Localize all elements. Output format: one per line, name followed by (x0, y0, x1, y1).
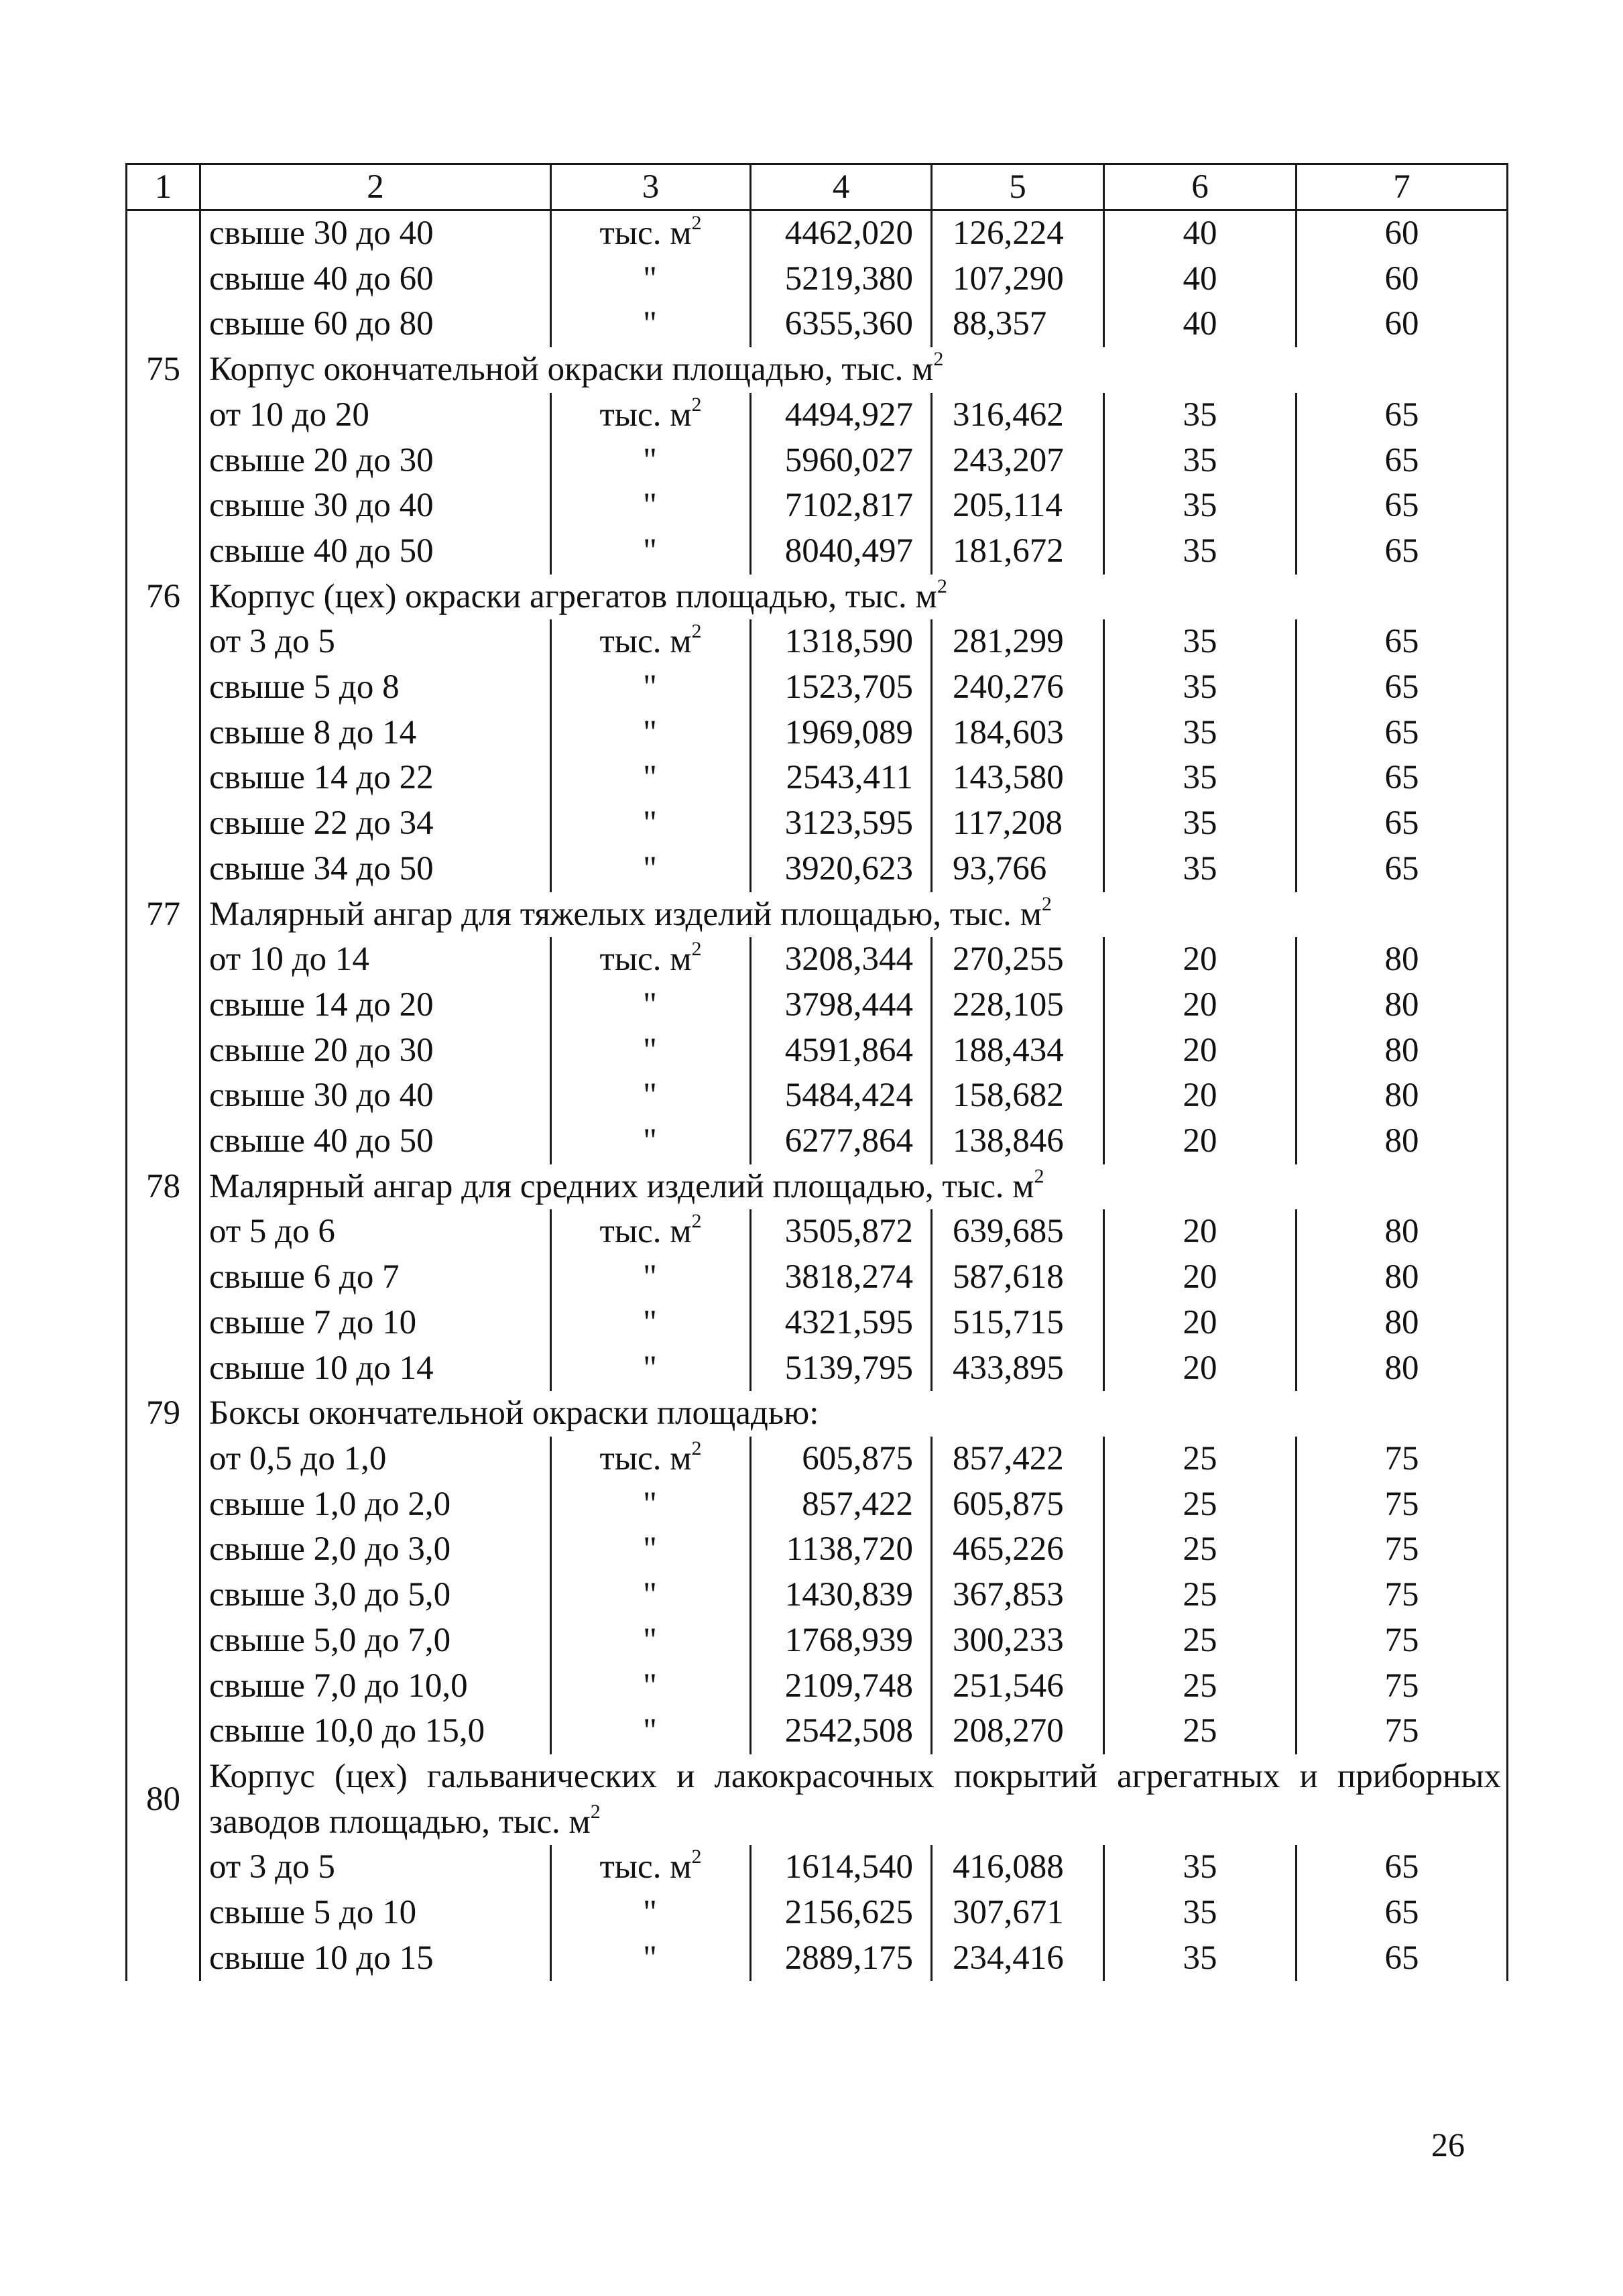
table-cell: 75 (1297, 1527, 1508, 1573)
table-cell: 75 (1297, 1437, 1508, 1482)
table-cell: тыс. $м^2$ (551, 393, 751, 438)
table-cell: свыше 5 до 10 (200, 1890, 551, 1936)
table-cell (127, 529, 200, 575)
table-cell (127, 1527, 200, 1573)
table-row (127, 1482, 1508, 1528)
table-cell (127, 847, 200, 892)
section-title: Боксы окончательной окраски площадью: (200, 1391, 1508, 1437)
table-cell: 75 (1297, 1618, 1508, 1664)
table-cell: 25 (1104, 1482, 1297, 1528)
table-cell: 8040,497 (751, 529, 932, 575)
table-cell: 234,416 (932, 1936, 1104, 1982)
table-cell: 60 (1297, 302, 1508, 347)
superscript: 2 (691, 393, 702, 416)
table-cell: 80 (1297, 937, 1508, 983)
table-cell: свыше 8 до 14 (200, 711, 551, 756)
table-row (127, 1119, 1508, 1164)
table-row (127, 1073, 1508, 1119)
table-cell: 6355,360 (751, 302, 932, 347)
table-row (127, 1845, 1508, 1890)
table-cell: 25 (1104, 1618, 1297, 1664)
table-row (127, 1936, 1508, 1982)
table-cell (127, 1890, 200, 1936)
table-cell (127, 1845, 200, 1890)
table-cell: 3123,595 (751, 801, 932, 847)
table-cell: свыше 10 до 14 (200, 1346, 551, 1392)
table-cell (127, 801, 200, 847)
table-row (127, 483, 1508, 529)
table-cell: 80 (1297, 1209, 1508, 1255)
section-number: 78 (127, 1164, 200, 1210)
table-cell: 25 (1104, 1437, 1297, 1482)
table-cell: 1318,590 (751, 619, 932, 665)
table-cell: свыше 5 до 8 (200, 665, 551, 711)
table-cell: 20 (1104, 937, 1297, 983)
table-cell: 6277,864 (751, 1119, 932, 1164)
table-cell: " (551, 1709, 751, 1754)
table-cell: " (551, 1346, 751, 1392)
header-cell: 5 (932, 164, 1104, 210)
table-cell: 20 (1104, 1028, 1297, 1074)
table-cell: 605,875 (932, 1482, 1104, 1528)
section-number: 79 (127, 1391, 200, 1437)
table-cell: " (551, 1527, 751, 1573)
table-cell: 75 (1297, 1482, 1508, 1528)
table-cell: свыше 5,0 до 7,0 (200, 1618, 551, 1664)
section-number: 80 (127, 1754, 200, 1845)
table-cell: 1969,089 (751, 711, 932, 756)
table-cell: 243,207 (932, 438, 1104, 484)
table-cell (127, 483, 200, 529)
table-cell: " (551, 1618, 751, 1664)
table-cell: 857,422 (932, 1437, 1104, 1482)
table-cell: 65 (1297, 756, 1508, 801)
table-row (127, 619, 1508, 665)
table-cell: 20 (1104, 983, 1297, 1028)
table-cell: 65 (1297, 711, 1508, 756)
table-cell: 316,462 (932, 393, 1104, 438)
table-row (127, 1209, 1508, 1255)
table-cell: тыс. $м^2$ (551, 1209, 751, 1255)
table-cell: 35 (1104, 711, 1297, 756)
table-cell (127, 937, 200, 983)
table-cell: 307,671 (932, 1890, 1104, 1936)
table-cell: 80 (1297, 1028, 1508, 1074)
table-cell: 107,290 (932, 257, 1104, 302)
table-cell: 3920,623 (751, 847, 932, 892)
table-cell: 35 (1104, 756, 1297, 801)
table-row (127, 1618, 1508, 1664)
table-cell: 25 (1104, 1664, 1297, 1709)
table-cell: 228,105 (932, 983, 1104, 1028)
table-cell: 1768,939 (751, 1618, 932, 1664)
table-row (127, 1709, 1508, 1754)
table-cell: 35 (1104, 483, 1297, 529)
table-cell: 1138,720 (751, 1527, 932, 1573)
table-cell (127, 1119, 200, 1164)
table-cell: 65 (1297, 438, 1508, 484)
table-cell: свыше 6 до 7 (200, 1255, 551, 1301)
document-table (125, 163, 1508, 1981)
table-row (127, 665, 1508, 711)
table-row (127, 1028, 1508, 1074)
table-cell: 75 (1297, 1664, 1508, 1709)
table-cell: от 5 до 6 (200, 1209, 551, 1255)
table-cell: 117,208 (932, 801, 1104, 847)
section-number: 76 (127, 575, 200, 620)
table-cell: " (551, 302, 751, 347)
table-cell: 857,422 (751, 1482, 932, 1528)
table-cell: 40 (1104, 302, 1297, 347)
superscript: 2 (937, 575, 947, 597)
table-cell: 80 (1297, 983, 1508, 1028)
table-row (127, 257, 1508, 302)
table-cell: свыше 40 до 50 (200, 529, 551, 575)
table-cell: " (551, 665, 751, 711)
section-number: 77 (127, 892, 200, 938)
table-row (127, 1301, 1508, 1346)
table-cell: свыше 30 до 40 (200, 1073, 551, 1119)
table-row (127, 529, 1508, 575)
table-cell: " (551, 1073, 751, 1119)
table-cell: 281,299 (932, 619, 1104, 665)
table-cell: 65 (1297, 393, 1508, 438)
table-cell: свыше 20 до 30 (200, 1028, 551, 1074)
header-cell: 4 (751, 164, 932, 210)
table-cell: 126,224 (932, 210, 1104, 257)
table-cell: " (551, 257, 751, 302)
table-row (127, 1527, 1508, 1573)
table-cell: 35 (1104, 801, 1297, 847)
table-cell: от 10 до 20 (200, 393, 551, 438)
table-cell: 25 (1104, 1573, 1297, 1618)
table-cell: свыше 7 до 10 (200, 1301, 551, 1346)
table-cell: " (551, 1482, 751, 1528)
table-row (127, 393, 1508, 438)
table-cell: 35 (1104, 1845, 1297, 1890)
table-cell: 20 (1104, 1209, 1297, 1255)
table-cell (127, 1346, 200, 1392)
table-cell: тыс. $м^2$ (551, 937, 751, 983)
table-cell: 65 (1297, 619, 1508, 665)
table-cell: 4321,595 (751, 1301, 932, 1346)
page-number: 26 (1431, 2126, 1465, 2163)
table-cell: тыс. $м^2$ (551, 619, 751, 665)
table-cell: 2889,175 (751, 1936, 932, 1982)
table-cell: " (551, 1573, 751, 1618)
superscript: 2 (691, 938, 702, 961)
table-cell: 75 (1297, 1573, 1508, 1618)
table-cell (127, 665, 200, 711)
table-cell: 4462,020 (751, 210, 932, 257)
table-cell: свыше 22 до 34 (200, 801, 551, 847)
table-cell: 35 (1104, 847, 1297, 892)
table-cell: 251,546 (932, 1664, 1104, 1709)
table-cell (127, 1073, 200, 1119)
table-cell: 20 (1104, 1119, 1297, 1164)
table-cell: 3798,444 (751, 983, 932, 1028)
table-cell: свыше 30 до 40 (200, 483, 551, 529)
table-cell (127, 438, 200, 484)
table-row (127, 983, 1508, 1028)
table-cell: свыше 34 до 50 (200, 847, 551, 892)
table-cell: 20 (1104, 1301, 1297, 1346)
table-cell: 20 (1104, 1255, 1297, 1301)
table-row (127, 210, 1508, 257)
table-cell (127, 393, 200, 438)
table-row (127, 1890, 1508, 1936)
document-table-container (125, 163, 1506, 1981)
table-cell: 40 (1104, 210, 1297, 257)
table-cell (127, 1028, 200, 1074)
table-cell: 65 (1297, 1845, 1508, 1890)
table-cell (127, 302, 200, 347)
table-body (127, 164, 1508, 1982)
section-row (127, 1391, 1508, 1437)
superscript: 2 (590, 1800, 601, 1823)
superscript: 2 (691, 1437, 702, 1459)
table-cell: 367,853 (932, 1573, 1104, 1618)
table-cell: 639,685 (932, 1209, 1104, 1255)
table-cell: " (551, 1028, 751, 1074)
table-cell: 35 (1104, 438, 1297, 484)
table-cell: 3818,274 (751, 1255, 932, 1301)
table-row (127, 847, 1508, 892)
superscript: 2 (933, 348, 944, 371)
table-cell: " (551, 801, 751, 847)
table-cell: 80 (1297, 1119, 1508, 1164)
table-cell: свыше 60 до 80 (200, 302, 551, 347)
table-cell: свыше 40 до 60 (200, 257, 551, 302)
superscript: 2 (691, 1210, 702, 1233)
table-cell: тыс. $м^2$ (551, 1845, 751, 1890)
section-title: Корпус (цех) окраски агрегатов площадью, тыс. $м^2$ (200, 575, 1508, 620)
table-row (127, 1437, 1508, 1482)
table-cell: 35 (1104, 529, 1297, 575)
table-cell (127, 983, 200, 1028)
section-title: Корпус (цех) гальванических и лакокрасочных покрытий агрегатных и приборных заводов площадью, тыс. $м^2$ (200, 1754, 1508, 1845)
table-cell: тыс. $м^2$ (551, 1437, 751, 1482)
table-cell (127, 1573, 200, 1618)
table-cell: 40 (1104, 257, 1297, 302)
table-cell: 143,580 (932, 756, 1104, 801)
table-cell: 5219,380 (751, 257, 932, 302)
table-cell: свыше 40 до 50 (200, 1119, 551, 1164)
table-cell: свыше 20 до 30 (200, 438, 551, 484)
table-cell: " (551, 483, 751, 529)
table-cell: 65 (1297, 529, 1508, 575)
table-cell: 465,226 (932, 1527, 1104, 1573)
table-cell (127, 1301, 200, 1346)
table-cell: 93,766 (932, 847, 1104, 892)
table-cell: 270,255 (932, 937, 1104, 983)
table-cell: 65 (1297, 847, 1508, 892)
table-cell: " (551, 438, 751, 484)
table-cell: от 0,5 до 1,0 (200, 1437, 551, 1482)
table-cell (127, 1209, 200, 1255)
table-cell: " (551, 1890, 751, 1936)
table-cell: 65 (1297, 483, 1508, 529)
table-cell: 20 (1104, 1346, 1297, 1392)
table-cell: 80 (1297, 1255, 1508, 1301)
table-cell: 240,276 (932, 665, 1104, 711)
table-cell: 1523,705 (751, 665, 932, 711)
table-cell: тыс. $м^2$ (551, 210, 751, 257)
table-cell: свыше 30 до 40 (200, 210, 551, 257)
table-cell: 5960,027 (751, 438, 932, 484)
table-cell: 605,875 (751, 1437, 932, 1482)
table-cell: 2156,625 (751, 1890, 932, 1936)
section-row (127, 575, 1508, 620)
table-cell: 188,434 (932, 1028, 1104, 1074)
table-cell: 158,682 (932, 1073, 1104, 1119)
table-cell: 75 (1297, 1709, 1508, 1754)
table-cell: 205,114 (932, 483, 1104, 529)
table-row (127, 1346, 1508, 1392)
table-cell: 60 (1297, 257, 1508, 302)
table-cell: " (551, 529, 751, 575)
table-row (127, 438, 1508, 484)
section-row (127, 1754, 1508, 1845)
table-cell: " (551, 756, 751, 801)
table-cell: свыше 14 до 20 (200, 983, 551, 1028)
section-row (127, 347, 1508, 393)
table-cell: 416,088 (932, 1845, 1104, 1890)
table-cell (127, 1618, 200, 1664)
table-cell: 35 (1104, 619, 1297, 665)
table-cell: от 10 до 14 (200, 937, 551, 983)
table-cell: 80 (1297, 1301, 1508, 1346)
table-cell: 587,618 (932, 1255, 1104, 1301)
table-cell: 181,672 (932, 529, 1104, 575)
table-cell: 80 (1297, 1073, 1508, 1119)
table-cell: " (551, 1936, 751, 1982)
table-cell: 65 (1297, 1890, 1508, 1936)
table-cell (127, 210, 200, 257)
table-cell (127, 1482, 200, 1528)
table-cell: 35 (1104, 1936, 1297, 1982)
table-cell: " (551, 983, 751, 1028)
table-cell: 2543,411 (751, 756, 932, 801)
table-cell: " (551, 711, 751, 756)
table-cell: 35 (1104, 393, 1297, 438)
table-cell: 138,846 (932, 1119, 1104, 1164)
table-cell: свыше 1,0 до 2,0 (200, 1482, 551, 1528)
table-cell: 2542,508 (751, 1709, 932, 1754)
section-title: Малярный ангар для тяжелых изделий площадью, тыс. $м^2$ (200, 892, 1508, 938)
superscript: 2 (691, 212, 702, 234)
table-row (127, 1573, 1508, 1618)
table-cell: свыше 14 до 22 (200, 756, 551, 801)
table-cell: 35 (1104, 1890, 1297, 1936)
table-cell: 20 (1104, 1073, 1297, 1119)
table-row (127, 1255, 1508, 1301)
table-cell: свыше 10,0 до 15,0 (200, 1709, 551, 1754)
table-cell: 65 (1297, 665, 1508, 711)
table-row (127, 937, 1508, 983)
table-cell (127, 1255, 200, 1301)
table-cell: свыше 2,0 до 3,0 (200, 1527, 551, 1573)
table-cell: 1430,839 (751, 1573, 932, 1618)
table-row (127, 1664, 1508, 1709)
table-cell: 515,715 (932, 1301, 1104, 1346)
table-cell: 25 (1104, 1527, 1297, 1573)
table-cell: " (551, 1664, 751, 1709)
superscript: 2 (691, 620, 702, 643)
table-cell: 184,603 (932, 711, 1104, 756)
table-cell: от 3 до 5 (200, 619, 551, 665)
table-cell (127, 257, 200, 302)
section-title: Малярный ангар для средних изделий площадью, тыс. $м^2$ (200, 1164, 1508, 1210)
table-cell: " (551, 1119, 751, 1164)
table-row (127, 801, 1508, 847)
superscript: 2 (691, 1846, 702, 1868)
table-cell: " (551, 1255, 751, 1301)
table-cell: 5139,795 (751, 1346, 932, 1392)
table-cell: 300,233 (932, 1618, 1104, 1664)
table-cell: 1614,540 (751, 1845, 932, 1890)
table-cell: 25 (1104, 1709, 1297, 1754)
table-cell (127, 1709, 200, 1754)
table-cell: 7102,817 (751, 483, 932, 529)
superscript: 2 (1034, 1164, 1044, 1187)
table-row (127, 711, 1508, 756)
table-cell (127, 1664, 200, 1709)
header-cell: 1 (127, 164, 200, 210)
table-header-row (127, 164, 1508, 210)
table-cell: 60 (1297, 210, 1508, 257)
table-cell: от 3 до 5 (200, 1845, 551, 1890)
table-cell: свыше 3,0 до 5,0 (200, 1573, 551, 1618)
table-cell: 3208,344 (751, 937, 932, 983)
table-cell: 4591,864 (751, 1028, 932, 1074)
section-row (127, 892, 1508, 938)
table-cell: 208,270 (932, 1709, 1104, 1754)
table-cell: 5484,424 (751, 1073, 932, 1119)
table-cell (127, 756, 200, 801)
table-cell: 35 (1104, 665, 1297, 711)
header-cell: 3 (551, 164, 751, 210)
superscript: 2 (1041, 892, 1052, 915)
table-cell: 88,357 (932, 302, 1104, 347)
table-cell: 65 (1297, 1936, 1508, 1982)
header-cell: 2 (200, 164, 551, 210)
table-row (127, 756, 1508, 801)
header-cell: 7 (1297, 164, 1508, 210)
table-cell (127, 1437, 200, 1482)
table-cell (127, 711, 200, 756)
table-cell (127, 1936, 200, 1982)
section-number: 75 (127, 347, 200, 393)
table-cell: 80 (1297, 1346, 1508, 1392)
table-cell: 4494,927 (751, 393, 932, 438)
table-cell: 2109,748 (751, 1664, 932, 1709)
table-cell: свыше 10 до 15 (200, 1936, 551, 1982)
table-cell: 433,895 (932, 1346, 1104, 1392)
table-cell: " (551, 1301, 751, 1346)
section-row (127, 1164, 1508, 1210)
table-cell: 3505,872 (751, 1209, 932, 1255)
section-title: Корпус окончательной окраски площадью, тыс. $м^2$ (200, 347, 1508, 393)
table-cell (127, 619, 200, 665)
table-cell: " (551, 847, 751, 892)
table-row (127, 302, 1508, 347)
header-cell: 6 (1104, 164, 1297, 210)
table-cell: свыше 7,0 до 10,0 (200, 1664, 551, 1709)
table-cell: 65 (1297, 801, 1508, 847)
